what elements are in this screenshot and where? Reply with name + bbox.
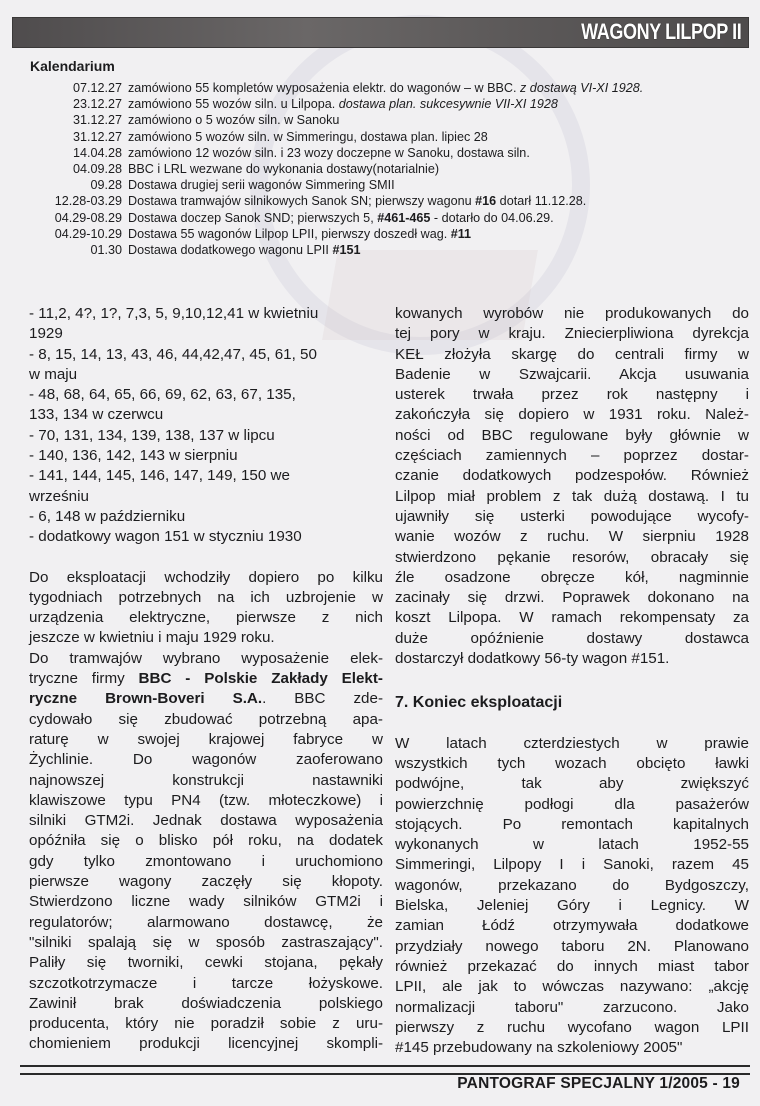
kalendarium-title: Kalendarium [30, 58, 115, 74]
kalendarium-date: 09.28 [90, 178, 122, 193]
header-bar [12, 17, 749, 48]
wagon-number: #151 [332, 243, 361, 258]
paragraph-line: Lilpop miał problem z tak dużą dostawą. I tu [395, 487, 749, 505]
paragraph-line: wykonanych w latach 1952-55 [395, 836, 749, 854]
kalendarium-row [20, 112, 740, 128]
paragraph-line: pierwsze wagony zaczęły się kłopoty. [29, 873, 383, 891]
paragraph-line: szczotkotrzymacze i tarcze łożyskowe. [29, 974, 383, 992]
kalendarium-row [20, 226, 740, 242]
kalendarium-date: 07.12.27 [72, 81, 122, 95]
footer-page-info: PANTOGRAF SPECJALNY 1/2005 - 19 [457, 1075, 740, 1092]
kalendarium-row [20, 96, 740, 112]
delivery-list-line: - 48, 68, 64, 65, 66, 69, 62, 63, 67, 135, [29, 386, 296, 404]
paragraph-line: Paliły się tworniki, cewki stojana, pękały [29, 954, 383, 972]
paragraph-line: "silniki spalają się w sposób zastraszający". [29, 933, 383, 951]
paragraph-line: stojących. Po remontach kapitalnych [395, 815, 749, 833]
paragraph-line: stwierdzono pękanie resorów, obracały się [395, 548, 749, 566]
paragraph-line: chomieniem produkcji licencyjnej skompli- [29, 1035, 383, 1053]
delivery-list-line: - 11,2, 4?, 1?, 7,3, 5, 9,10,12,41 w kwietniu [29, 305, 319, 322]
section-heading: 7. Koniec eksploatacji [395, 694, 563, 712]
paragraph [29, 568, 383, 649]
delivery-list [29, 304, 383, 548]
paragraph-line: producenta, który nie poradził sobie z uru- [29, 1015, 383, 1033]
paragraph-line: cydowało się zbudować potrzebną apa- [29, 710, 383, 728]
kalendarium-date: 23.12.27 [72, 97, 122, 112]
kalendarium-row [20, 193, 740, 209]
delivery-list-line: - 141, 144, 145, 146, 147, 149, 150 we [29, 467, 290, 485]
paragraph-line: kowanych wyrobów nie produkowanych do [395, 305, 749, 322]
paragraph-line: koszt Lilpopa. W ramach rekompensaty za [395, 609, 749, 627]
paragraph-line: ności od BBC regulowane były głównie w [395, 426, 749, 444]
paragraph-line: Simmeringi, Lilpopy I i Sanoki, razem 45 [395, 856, 749, 874]
paragraph-line: wanie wozów z ruchu. W sierpniu 1928 [395, 528, 749, 546]
delivery-list-line: - dodatkowy wagon 151 w styczniu 1930 [29, 528, 302, 546]
kalendarium-text: zamówiono 55 kompletów wyposażenia elektr. do wagonów – w BBC. z dostawą VI-XI 1928. [128, 81, 644, 95]
kalendarium-date: 01.30 [90, 243, 122, 258]
delivery-list-line: - 70, 131, 134, 139, 138, 137 w lipcu [29, 426, 275, 444]
paragraph-line: usterek trwała przez rok następny i [395, 386, 749, 404]
paragraph-line: #145 przebudowany na szkoleniowy 2005" [395, 1039, 683, 1057]
kalendarium-date: 04.09.28 [72, 162, 122, 177]
kalendarium-note: z dostawą VI-XI 1928. [520, 81, 644, 95]
right-column [395, 304, 749, 1058]
delivery-list-line: 133, 134 w czerwcu [29, 406, 164, 424]
paragraph-line: powierzchnię podłogi dla pasażerów [395, 795, 749, 813]
paragraph-line: klawiszowe typu PN4 (tzw. młoteczkowe) i [29, 791, 383, 809]
kalendarium-row [20, 161, 740, 177]
paragraph-line: duże opóźnienie dostawy dostawca [395, 629, 749, 647]
kalendarium-date: 04.29-08.29 [54, 210, 122, 225]
paragraph-line: normalizacji taboru" zarzucono. Jako [395, 998, 749, 1016]
paragraph-line: Żychlinie. Do wagonów zaoferowano [29, 751, 383, 769]
kalendarium-row [20, 242, 740, 258]
paragraph-line: źle osadzone obręcze kół, nagminnie [395, 568, 749, 586]
delivery-list-line: w maju [29, 365, 78, 383]
paragraph [395, 304, 749, 669]
kalendarium-text: Dostawa doczep Sanok SND; pierwszych 5, #461-465 - dotarło do 04.06.29. [128, 210, 554, 225]
paragraph-line: pierwszy z ruchu wycofano wagon LPII [395, 1018, 749, 1036]
kalendarium-text: zamówiono 5 wozów siln. w Simmeringu, dostawa plan. lipiec 28 [128, 129, 488, 144]
paragraph-line: wagonów, przekazano do Bydgoszczy, [395, 876, 749, 894]
paragraph-line: podwójne, tak aby zwiększyć [395, 775, 749, 793]
kalendarium-text: Dostawa drugiej serii wagonów Simmering SMII [128, 178, 395, 193]
delivery-list-line: wrześniu [29, 487, 89, 505]
paragraph-line: zacinały się drzwi. Poprawek dokonano na [395, 589, 749, 607]
paragraph-line: przydziały nowego taboru 2N. Planowano [395, 937, 749, 955]
company-name: BBC - Polskie Zakłady Elekt- [138, 670, 383, 688]
paragraph-line: zakończyła się dopiero w 1931 roku. Należ- [395, 406, 749, 424]
kalendarium-text: zamówiono o 5 wozów siln. w Sanoku [128, 113, 340, 128]
paragraph-line: najnowszej konstrukcji nastawniki [29, 771, 383, 789]
wagon-number: #16 [475, 194, 497, 209]
paragraph-line: jeszcze w kwietniu i maju 1929 roku. [29, 629, 275, 647]
paragraph-line: wszystkich tych wozach obcięto ławki [395, 754, 749, 772]
kalendarium-row [20, 177, 740, 193]
paragraph-line: również przekazać do innych miast tabor [395, 957, 749, 975]
paragraph-line: Do tramwajów wybrano wyposażenie elek- [29, 649, 383, 667]
paragraph-line: W latach czterdziestych w prawie [395, 734, 749, 752]
kalendarium-date: 14.04.28 [72, 145, 122, 160]
delivery-list-line: - 8, 15, 14, 13, 43, 46, 44,42,47, 45, 61, 50 [29, 345, 317, 363]
kalendarium-note: dostawa plan. sukcesywnie VII-XI 1928 [338, 97, 558, 112]
paragraph-line: Zawinił brak doświadczenia polskiego [29, 994, 383, 1012]
kalendarium-text: Dostawa 55 wagonów Lilpop LPII, pierwszy doszedł wag. #11 [128, 226, 472, 241]
wagon-number: #461-465 [377, 210, 431, 225]
kalendarium-row [20, 129, 740, 145]
paragraph-line: urządzenia elektryczne, pierwsze z nich [29, 609, 383, 627]
paragraph-line: opóźniła się o blisko pół roku, na dodatek [29, 832, 383, 850]
paragraph-line: Do eksploatacji wchodziły dopiero po kilku [29, 568, 383, 586]
paragraph-line: silniki GTM2i. Jednak dostawa wyposażenia [29, 812, 383, 830]
kalendarium-text: Dostawa dodatkowego wagonu LPII #151 [128, 243, 361, 258]
paragraph-line: raturę w swojej krajowej fabryce w [29, 730, 383, 748]
paragraph-line: gdy tylko zmontowano i uruchomiono [29, 852, 383, 870]
kalendarium-date: 31.12.27 [72, 129, 122, 144]
kalendarium-list [20, 80, 740, 258]
paragraph-line: dostarczył dodatkowy 56-ty wagon #151. [395, 650, 670, 668]
paragraph-line: Stwierdzono liczne wady silników GTM2i i [29, 893, 383, 911]
paragraph-line: LPII, ale jak to wówczas nazywano: „akcję [395, 978, 749, 996]
kalendarium-date: 04.29-10.29 [54, 226, 122, 241]
kalendarium-row [20, 145, 740, 161]
company-name: ryczne Brown-Boveri S.A. [29, 690, 263, 708]
paragraph-line: zamian Łódź otrzymywała dodatkowe [395, 917, 749, 935]
paragraph [395, 734, 749, 1059]
delivery-list-line: - 140, 136, 142, 143 w sierpniu [29, 447, 238, 465]
delivery-list-line: 1929 [29, 325, 63, 343]
paragraph-line: ryczne Brown-Boveri S.A.. BBC zde- [29, 690, 384, 708]
paragraph-line: tryczne firmy BBC - Polskie Zakłady Elekt- [29, 670, 383, 688]
kalendarium-date: 12.28-03.29 [54, 194, 122, 209]
kalendarium-date: 31.12.27 [72, 113, 122, 128]
kalendarium-text: Dostawa tramwajów silnikowych Sanok SN; pierwszy wagonu #16 dotarł 11.12.28. [128, 194, 587, 209]
paragraph-line: tygodniach potrzebnych na ich uzbrojenie w [29, 588, 383, 606]
kalendarium-row [20, 210, 740, 226]
paragraph-line: Badenie w Szwajcarii. Akcja usuwania [395, 365, 749, 383]
left-column [29, 304, 383, 1055]
section-header-title: WAGONY LILPOP II [580, 19, 741, 44]
kalendarium-text: BBC i LRL wezwane do wykonania dostawy(notarialnie) [128, 162, 440, 177]
paragraph-line: czanie dodatkowych podzespołów. Również [395, 467, 749, 485]
paragraph-line: częściach zamiennych – poprzez dostar- [395, 447, 749, 465]
kalendarium-text: zamówiono 12 wozów siln. i 23 wozy doczepne w Sanoku, dostawa siln. [128, 145, 530, 160]
footer-rule [20, 1065, 750, 1075]
delivery-list-line: - 6, 148 w październiku [29, 507, 186, 525]
paragraph-line: KEŁ złożyła skargę do centrali firmy w [395, 345, 749, 363]
paragraph-line: Bielska, Jeleniej Góry i Legnicy. W [395, 897, 749, 915]
kalendarium-text: zamówiono 55 wozów siln. u Lilpopa. dostawa plan. sukcesywnie VII-XI 1928 [128, 97, 558, 112]
paragraph-line: ujawniły się usterki powodujące wycofy- [395, 507, 749, 525]
wagon-number: #11 [450, 226, 472, 241]
paragraph-line: regulatorów; alarmowano dostawcę, że [29, 913, 383, 931]
paragraph-line: tej pory w kraju. Zniecierpliwiona dyrekcja [395, 325, 749, 343]
paragraph [29, 649, 383, 1055]
kalendarium-row [20, 80, 740, 96]
